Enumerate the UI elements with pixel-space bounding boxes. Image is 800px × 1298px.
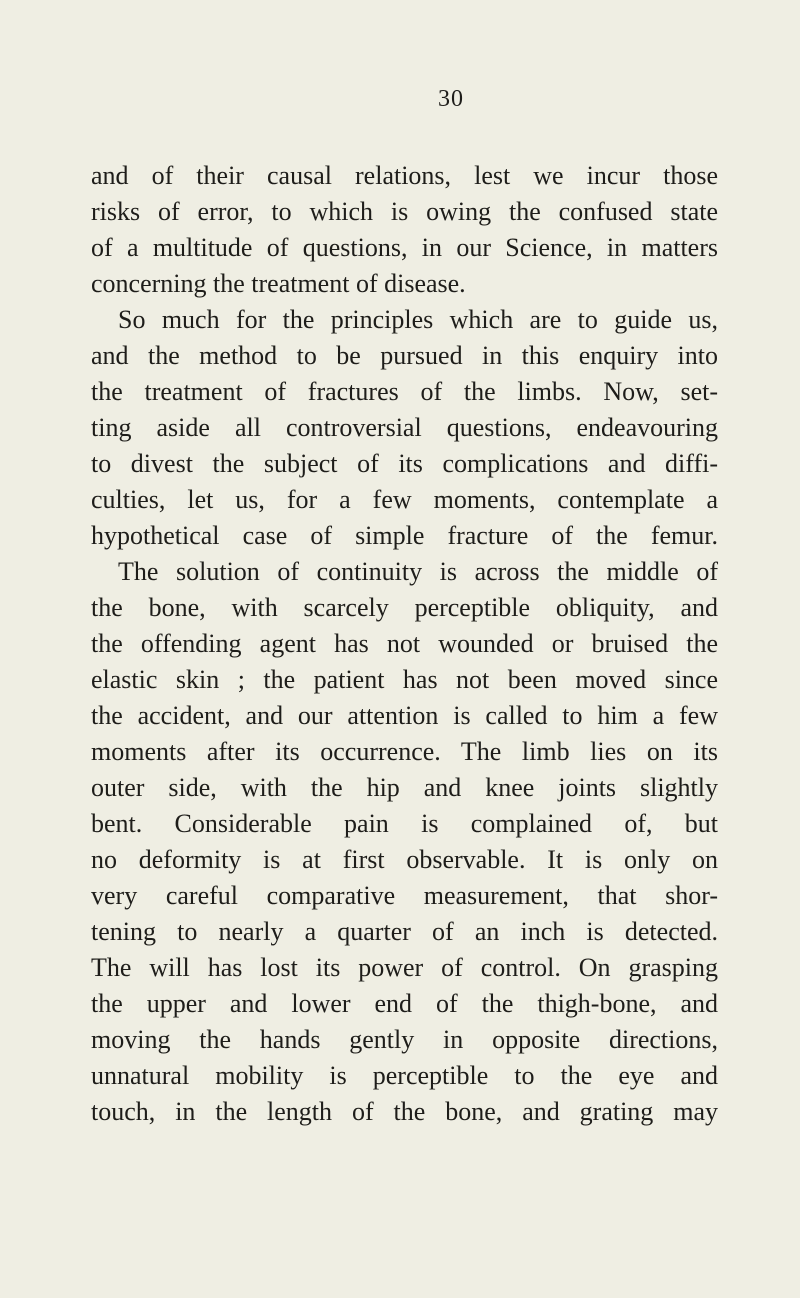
text-line: the offending agent has not wounded or bruised the bbox=[91, 629, 718, 658]
text-line: tening to nearly a quarter of an inch is detected. bbox=[91, 917, 718, 946]
text-line: of a multitude of questions, in our Science, in matters bbox=[91, 233, 718, 262]
text-line: culties, let us, for a few moments, contemplate a bbox=[91, 485, 718, 514]
text-line: the bone, with scarcely perceptible obliquity, and bbox=[91, 593, 718, 622]
text-line: risks of error, to which is owing the confused state bbox=[91, 197, 718, 226]
text-line: ting aside all controversial questions, endeavouring bbox=[91, 413, 718, 442]
text-line: outer side, with the hip and knee joints slightly bbox=[91, 773, 718, 802]
text-line: unnatural mobility is perceptible to the eye and bbox=[91, 1061, 718, 1090]
text-line: concerning the treatment of disease. bbox=[91, 269, 466, 298]
text-line: to divest the subject of its complications and diffi- bbox=[91, 449, 718, 478]
text-line: and of their causal relations, lest we incur those bbox=[91, 161, 718, 190]
text-line: hypothetical case of simple fracture of the femur. bbox=[91, 521, 718, 550]
text-line: the upper and lower end of the thigh-bone, and bbox=[91, 989, 718, 1018]
text-line: the accident, and our attention is called to him a few bbox=[91, 701, 718, 730]
text-line: bent. Considerable pain is complained of, but bbox=[91, 809, 718, 838]
text-line: and the method to be pursued in this enquiry into bbox=[91, 341, 718, 370]
text-line: The solution of continuity is across the middle of bbox=[118, 557, 718, 586]
text-line: So much for the principles which are to guide us, bbox=[118, 305, 718, 334]
text-line: very careful comparative measurement, that shor- bbox=[91, 881, 718, 910]
text-line: moving the hands gently in opposite directions, bbox=[91, 1025, 718, 1054]
text-line: the treatment of fractures of the limbs. Now, set- bbox=[91, 377, 718, 406]
text-line: no deformity is at first observable. It is only on bbox=[91, 845, 718, 874]
page-number: 30 bbox=[438, 86, 464, 112]
text-line: elastic skin ; the patient has not been moved since bbox=[91, 665, 718, 694]
text-line: touch, in the length of the bone, and grating may bbox=[91, 1097, 718, 1126]
text-line: moments after its occurrence. The limb lies on its bbox=[91, 737, 718, 766]
text-line: The will has lost its power of control. On grasping bbox=[91, 953, 718, 982]
